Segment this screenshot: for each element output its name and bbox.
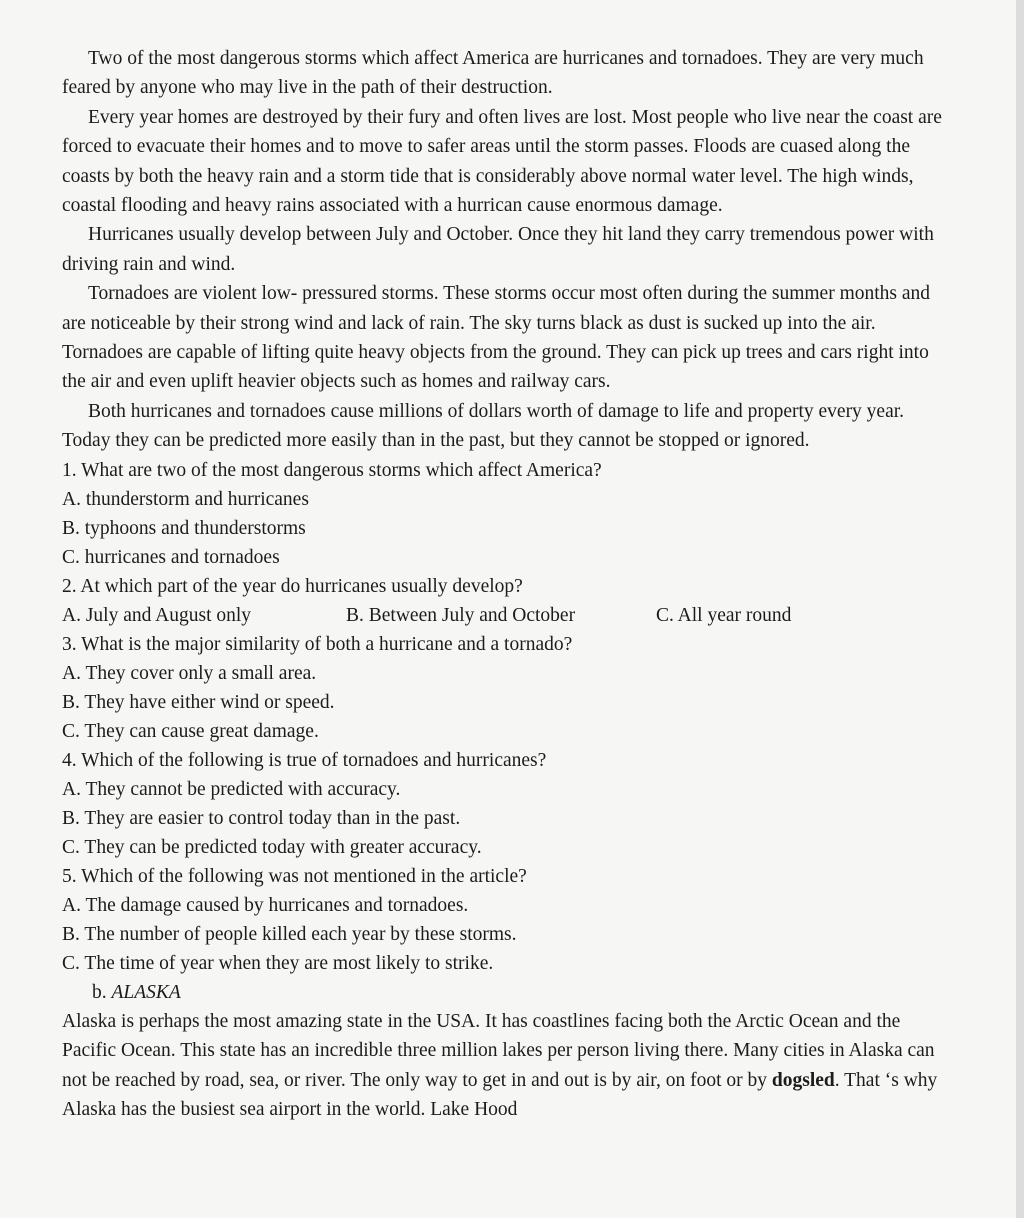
option-4b: B. They are easier to control today than in the past. bbox=[62, 807, 461, 829]
paragraph: Both hurricanes and tornadoes cause millions of dollars worth of damage to life and property every year. Today they can be predicted more easily than in the past, but they cannot be stopped or ignored. bbox=[62, 400, 905, 452]
alaska-text-after: . That ‘s why Alaska has the busiest sea airport in the world. Lake Hood bbox=[62, 1069, 938, 1120]
option-4c: C. They can be predicted today with greater accuracy. bbox=[62, 836, 482, 858]
paragraph: Tornadoes are violent low- pressured storms. These storms occur most often during the summer months and are noticeable by their strong wind and lack of rain. The sky turns black as dust is sucked up into the air. Tornadoes are capable of lifting quite heavy objects from the ground. They can pick up trees and cars right into the air and even uplift heavier objects such as homes and railway cars. bbox=[62, 283, 931, 393]
question-4: 4. Which of the following is true of tornadoes and hurricanes? bbox=[62, 749, 547, 771]
paragraph: Every year homes are destroyed by their fury and often lives are lost. Most people who live near the coast are forced to evacuate their homes and to move to safer areas until the storm passes. Floods are cuased along the coasts by both the heavy rain and a storm tide that is considerably above normal water level. The high winds, coastal flooding and heavy rains associated with a hurrican cause enormous damage. bbox=[62, 106, 942, 217]
option-1c: C. hurricanes and tornadoes bbox=[62, 546, 280, 568]
question-2: 2. At which part of the year do hurricanes usually develop? bbox=[62, 575, 523, 597]
option-2b: B. Between July and October bbox=[346, 604, 576, 626]
alaska-text-before: Alaska is perhaps the most amazing state in the USA. It has coastlines facing both the Arctic Ocean and the Pacific Ocean. This state has an incredible three million lakes per person living there. Many cities in Alaska can not be reached by road, sea, or river. The only way to get in and out is by air, on foot or by bbox=[62, 1010, 935, 1091]
option-5a: A. The damage caused by hurricanes and tornadoes. bbox=[62, 894, 469, 916]
option-3b: B. They have either wind or speed. bbox=[62, 691, 335, 713]
section-title: ALASKA bbox=[111, 981, 181, 1003]
section-heading bbox=[62, 978, 952, 1007]
page-edge bbox=[1016, 0, 1024, 1218]
question-1: 1. What are two of the most dangerous storms which affect America? bbox=[62, 459, 602, 481]
question-3: 3. What is the major similarity of both a hurricane and a tornado? bbox=[62, 633, 573, 655]
option-1a: A. thunderstorm and hurricanes bbox=[62, 488, 309, 510]
option-1b: B. typhoons and thunderstorms bbox=[62, 517, 306, 539]
option-2a: A. July and August only bbox=[62, 604, 252, 626]
option-2c: C. All year round bbox=[656, 604, 792, 626]
option-5c: C. The time of year when they are most likely to strike. bbox=[62, 952, 494, 974]
option-4a: A. They cannot be predicted with accuracy. bbox=[62, 778, 401, 800]
alaska-bold-word: dogsled bbox=[771, 1069, 835, 1091]
option-3c: C. They can cause great damage. bbox=[62, 720, 319, 742]
paragraph: Hurricanes usually develop between July and October. Once they hit land they carry tremendous power with driving rain and wind. bbox=[62, 224, 934, 275]
options-row-2 bbox=[62, 601, 952, 630]
document-content bbox=[62, 44, 952, 1124]
option-5b: B. The number of people killed each year by these storms. bbox=[62, 923, 517, 945]
option-3a: A. They cover only a small area. bbox=[62, 662, 317, 684]
question-5: 5. Which of the following was not mentioned in the article? bbox=[62, 865, 527, 887]
section-prefix: b. bbox=[92, 981, 112, 1003]
alaska-paragraph bbox=[62, 1007, 952, 1125]
paragraph: Two of the most dangerous storms which affect America are hurricanes and tornadoes. They are very much feared by anyone who may live in the path of their destruction. bbox=[62, 48, 924, 99]
